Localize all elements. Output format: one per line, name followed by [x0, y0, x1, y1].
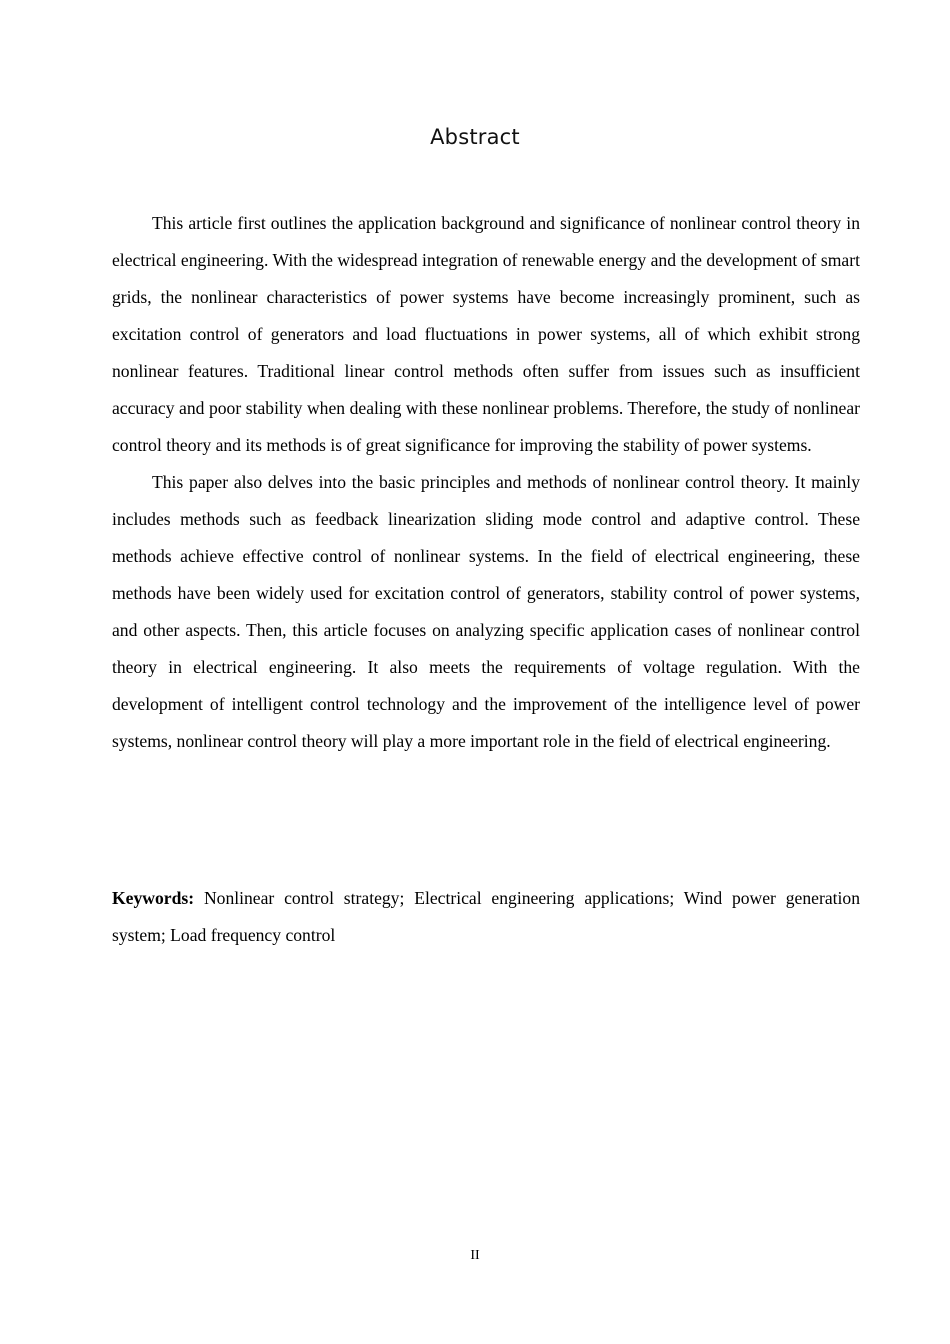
keywords-label: Keywords:: [112, 888, 195, 908]
abstract-body: [112, 205, 860, 760]
abstract-paragraph-1: This article first outlines the application background and significance of nonlinear control theory in electrical engineering. With the widespread integration of renewable energy and the development of smart grids, the nonlinear characteristics of power systems have become increasingly prominent, such as excitation control of generators and load fluctuations in power systems, all of which exhibit strong nonlinear features. Traditional linear control methods often suffer from issues such as insufficient accuracy and poor stability when dealing with these nonlinear problems. Therefore, the study of nonlinear control theory and its methods is of great significance for improving the stability of power systems.: [112, 213, 860, 455]
keywords-line: [112, 880, 860, 954]
page-title: Abstract: [430, 125, 520, 149]
page-number: II: [470, 1248, 480, 1263]
abstract-paragraph-2: This paper also delves into the basic principles and methods of nonlinear control theory. It mainly includes methods such as feedback linearization sliding mode control and adaptive control. These methods achieve effective control of nonlinear systems. In the field of electrical engineering, these methods have been widely used for excitation control of generators, stability control of power systems, and other aspects. Then, this article focuses on analyzing specific application cases of nonlinear control theory in electrical engineering. It also meets the requirements of voltage regulation. With the development of intelligent control technology and the improvement of the intelligence level of power systems, nonlinear control theory will play a more important role in the field of electrical engineering.: [112, 472, 860, 751]
keywords-section: [112, 880, 860, 954]
keywords-value: Nonlinear control strategy; Electrical engineering applications; Wind power generation system; Load frequency control: [112, 888, 861, 945]
